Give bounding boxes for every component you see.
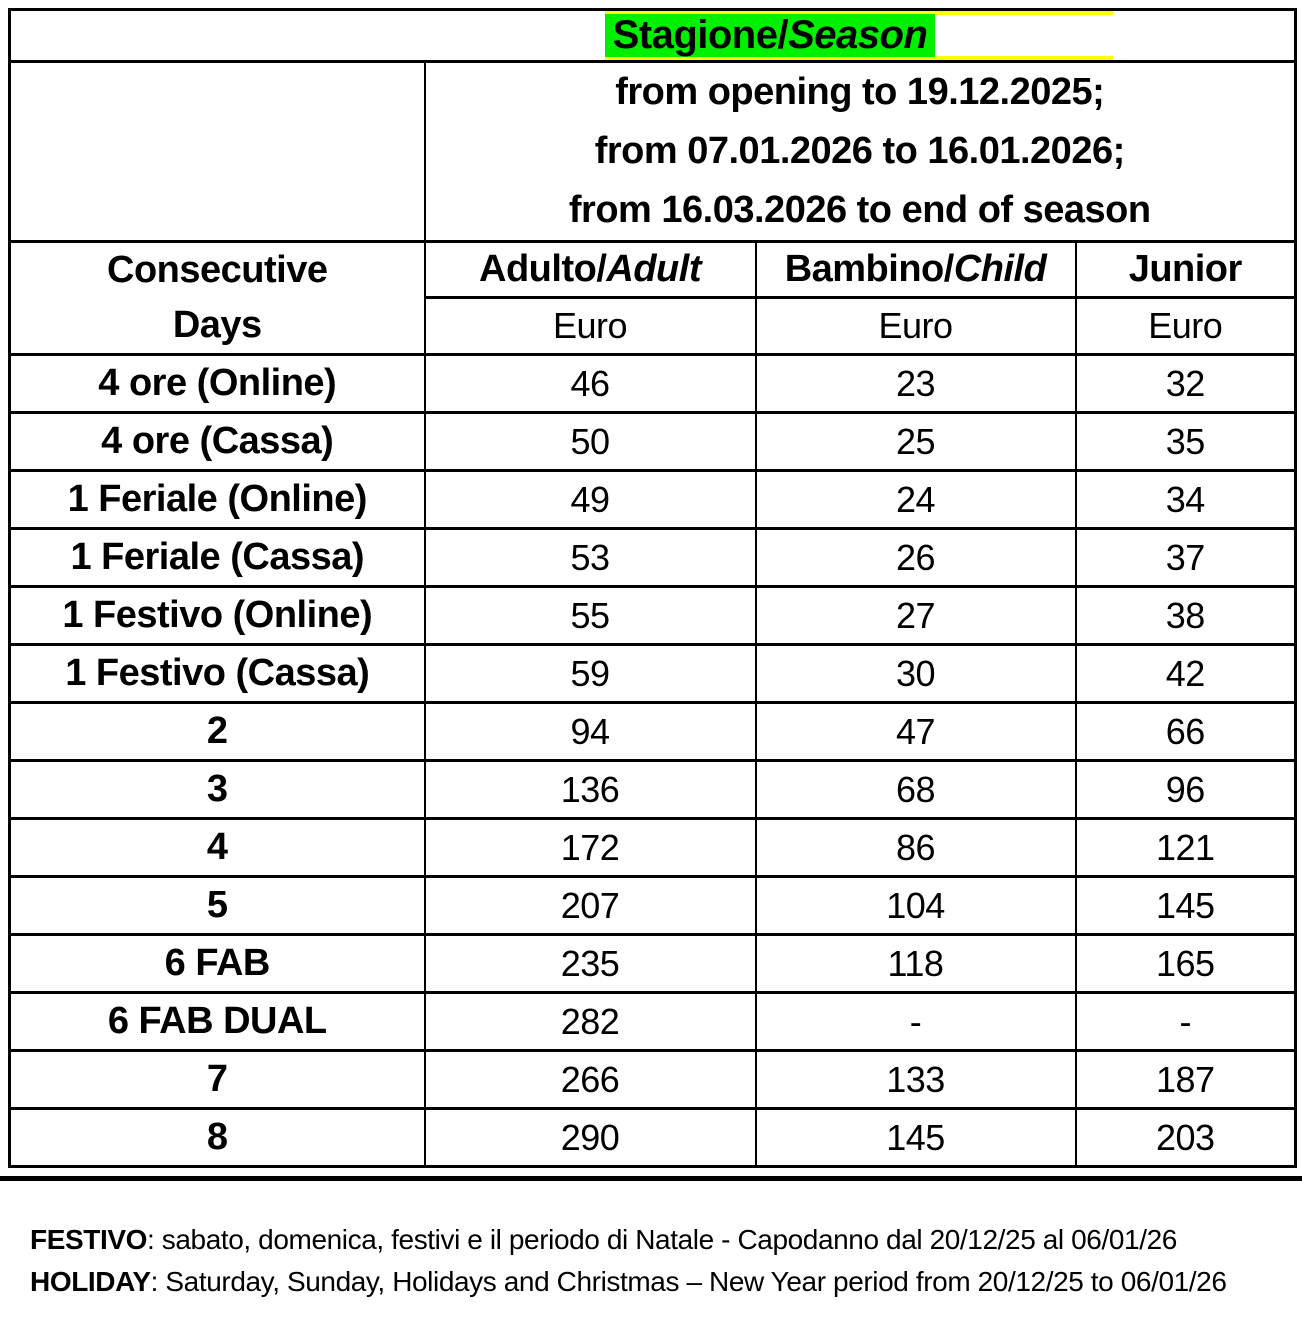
season-banner-row: [10, 10, 1296, 62]
season-header-cell: [10, 10, 1296, 62]
season-price-table: [8, 8, 1297, 1168]
season-dates-cell: [425, 62, 1296, 242]
column-header-row: [10, 242, 1296, 298]
column-header-adult-italic: Adult: [606, 247, 701, 290]
bottom-divider-rule: [0, 1176, 1302, 1181]
price-cell-child: -: [756, 993, 1076, 1051]
price-cell-junior: 187: [1076, 1051, 1296, 1109]
unit-label-junior: Euro: [1076, 297, 1296, 354]
footnotes: [30, 1219, 1227, 1303]
unit-label-adult: Euro: [425, 297, 756, 354]
price-cell-adult: 49: [425, 471, 756, 529]
price-cell-child: 27: [756, 587, 1076, 645]
table-row-5-days: [10, 877, 1296, 935]
note-festivo: [30, 1219, 1227, 1261]
price-cell-child: 23: [756, 355, 1076, 413]
price-cell-junior: 145: [1076, 877, 1296, 935]
table-row-4-days: [10, 819, 1296, 877]
price-cell-adult: 59: [425, 645, 756, 703]
price-cell-child: 47: [756, 703, 1076, 761]
table-row-1-feriale-online: [10, 471, 1296, 529]
table-row-6-fab-dual: [10, 993, 1296, 1051]
price-cell-adult: 266: [425, 1051, 756, 1109]
price-cell-junior: -: [1076, 993, 1296, 1051]
column-header-child-regular: Bambino/: [784, 247, 954, 290]
price-cell-adult: 282: [425, 993, 756, 1051]
table-row-7-days: [10, 1051, 1296, 1109]
table-row-4-ore-online: [10, 355, 1296, 413]
price-cell-child: 30: [756, 645, 1076, 703]
price-cell-junior: 35: [1076, 413, 1296, 471]
price-cell-adult: 50: [425, 413, 756, 471]
row-label: 1 Feriale (Online): [10, 471, 425, 529]
season-date-line-1: from opening to 19.12.2025;: [615, 71, 1105, 113]
price-cell-child: 86: [756, 819, 1076, 877]
table-row-4-ore-cassa: [10, 413, 1296, 471]
table-row-6-fab: [10, 935, 1296, 993]
table-row-8-days: [10, 1109, 1296, 1167]
price-cell-child: 118: [756, 935, 1076, 993]
row-label: 2: [10, 703, 425, 761]
price-cell-child: 133: [756, 1051, 1076, 1109]
price-cell-child: 145: [756, 1109, 1076, 1167]
price-cell-adult: 172: [425, 819, 756, 877]
note-holiday-term: HOLIDAY: [30, 1266, 151, 1297]
price-cell-adult: 207: [425, 877, 756, 935]
note-festivo-term: FESTIVO: [30, 1224, 147, 1255]
season-band: [605, 11, 1113, 60]
season-date-line-3: from 16.03.2026 to end of season: [568, 189, 1151, 231]
table-row-3-days: [10, 761, 1296, 819]
price-cell-adult: 53: [425, 529, 756, 587]
row-label: 4: [10, 819, 425, 877]
price-cell-junior: 66: [1076, 703, 1296, 761]
price-cell-adult: 55: [425, 587, 756, 645]
table-row-1-feriale-cassa: [10, 529, 1296, 587]
note-festivo-text: : sabato, domenica, festivi e il periodo di Natale - Capodanno dal 20/12/25 al 06/01/26: [147, 1224, 1177, 1255]
season-title-regular: Stagione/: [612, 13, 789, 57]
unit-label-child: Euro: [756, 297, 1076, 354]
row-label: 6 FAB: [10, 935, 425, 993]
column-header-child-italic: Child: [953, 247, 1047, 290]
price-cell-child: 104: [756, 877, 1076, 935]
row-label: 1 Festivo (Online): [10, 587, 425, 645]
column-header-junior: [1076, 242, 1296, 298]
row-label: 1 Festivo (Cassa): [10, 645, 425, 703]
price-cell-child: 26: [756, 529, 1076, 587]
price-cell-adult: 94: [425, 703, 756, 761]
price-cell-junior: 165: [1076, 935, 1296, 993]
price-cell-adult: 46: [425, 355, 756, 413]
row-label: 5: [10, 877, 425, 935]
table-row-1-festivo-cassa: [10, 645, 1296, 703]
consecutive-days-line-1: Consecutive: [107, 249, 328, 291]
price-cell-adult: 136: [425, 761, 756, 819]
price-cell-child: 68: [756, 761, 1076, 819]
price-cell-adult: 235: [425, 935, 756, 993]
note-holiday-text: : Saturday, Sunday, Holidays and Christmas – New Year period from 20/12/25 to 06/01/26: [150, 1266, 1227, 1297]
column-header-junior-regular: Junior: [1128, 247, 1242, 290]
empty-corner-cell: [10, 62, 425, 242]
column-header-child: [756, 242, 1076, 298]
row-label: 7: [10, 1051, 425, 1109]
row-label: 8: [10, 1109, 425, 1167]
row-label: 1 Feriale (Cassa): [10, 529, 425, 587]
consecutive-days-line-2: Days: [172, 304, 262, 346]
season-date-line-2: from 07.01.2026 to 16.01.2026;: [594, 130, 1125, 172]
table-row-2-days: [10, 703, 1296, 761]
table-row-1-festivo-online: [10, 587, 1296, 645]
season-title-highlight: [605, 14, 935, 57]
price-cell-junior: 42: [1076, 645, 1296, 703]
row-label: 6 FAB DUAL: [10, 993, 425, 1051]
column-header-adult-regular: Adulto/: [479, 247, 607, 290]
column-header-adult: [425, 242, 756, 298]
price-cell-junior: 203: [1076, 1109, 1296, 1167]
price-cell-junior: 38: [1076, 587, 1296, 645]
price-cell-child: 24: [756, 471, 1076, 529]
price-cell-junior: 34: [1076, 471, 1296, 529]
price-cell-adult: 290: [425, 1109, 756, 1167]
season-dates-row: [10, 62, 1296, 242]
price-cell-junior: 32: [1076, 355, 1296, 413]
consecutive-days-header-cell: [10, 242, 425, 355]
price-cell-junior: 37: [1076, 529, 1296, 587]
price-cell-child: 25: [756, 413, 1076, 471]
season-title-italic: Season: [788, 13, 928, 57]
row-label: 4 ore (Cassa): [10, 413, 425, 471]
price-cell-junior: 96: [1076, 761, 1296, 819]
row-label: 3: [10, 761, 425, 819]
row-label: 4 ore (Online): [10, 355, 425, 413]
note-holiday: [30, 1261, 1227, 1303]
price-cell-junior: 121: [1076, 819, 1296, 877]
